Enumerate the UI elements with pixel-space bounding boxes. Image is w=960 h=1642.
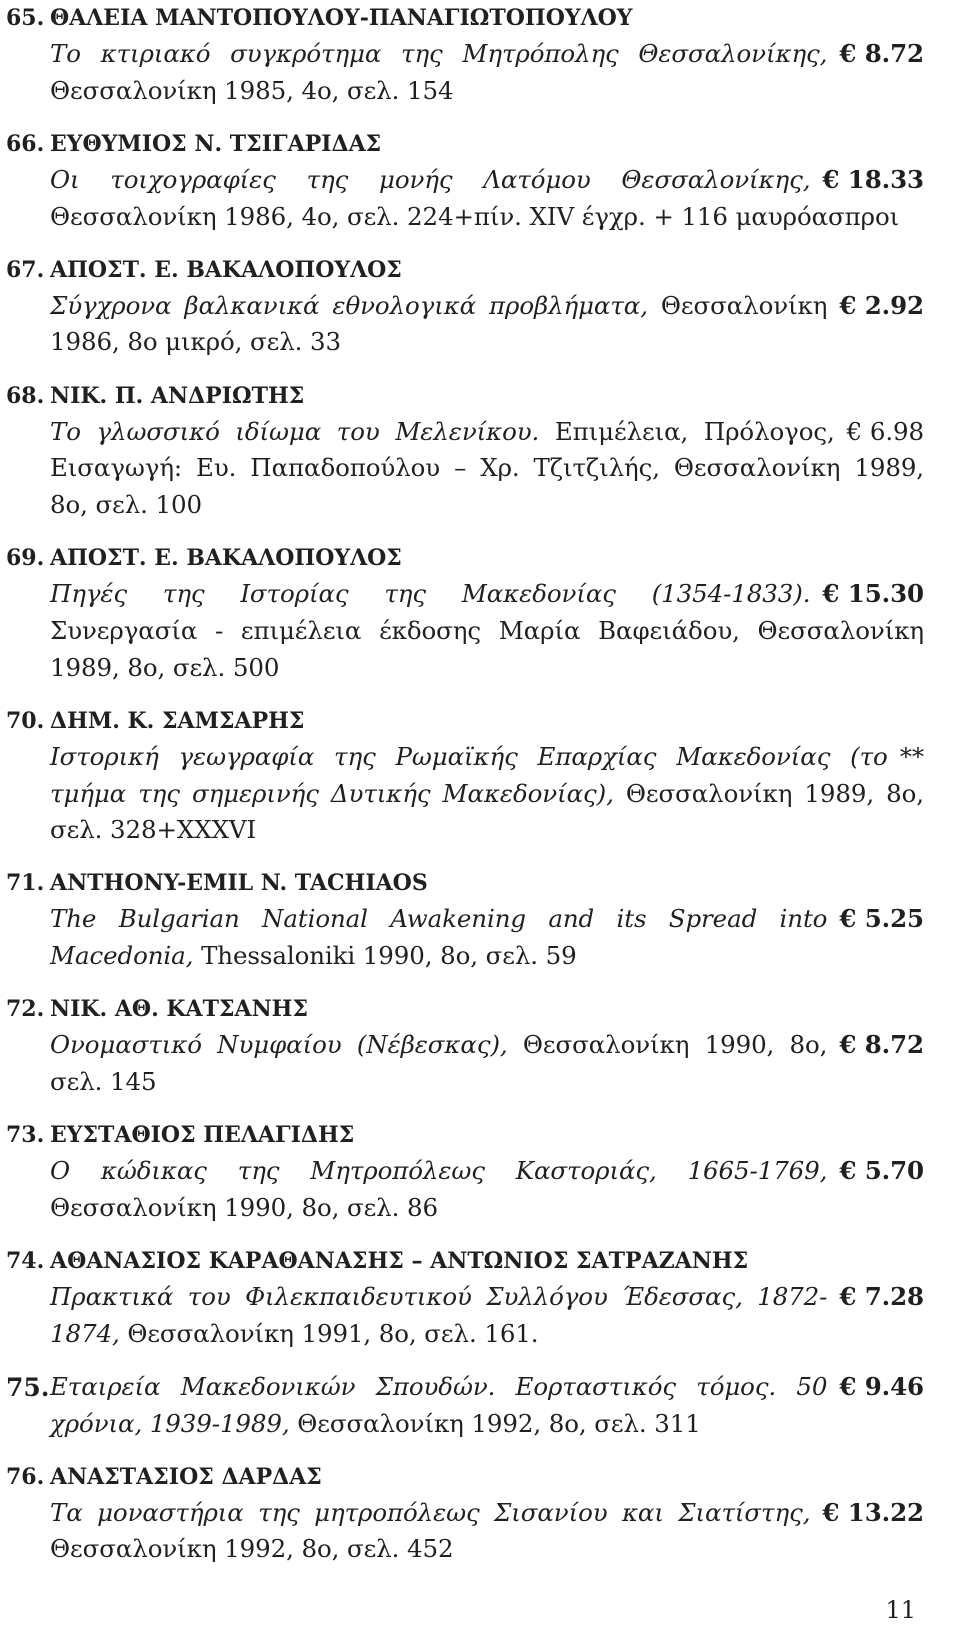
entry-price: € 5.25 <box>839 904 924 934</box>
entry-details: Thessaloniki 1990, 8ο, σελ. 59 <box>201 941 577 971</box>
entry-price: € 18.33 <box>822 164 924 194</box>
catalog-entry <box>6 378 924 524</box>
entry-number: 65. <box>6 5 45 31</box>
entry-author: ΔΗΜ. Κ. ΣΑΜΣΑΡΗΣ <box>50 707 305 734</box>
entry-details: Συνεργασία - επιμέλεια έκδοσης Μαρία Βαφειάδου, Θεσσαλονίκη 1989, 8ο, σελ. 500 <box>50 615 924 682</box>
entry-body <box>50 1117 924 1227</box>
entry-description <box>50 162 924 236</box>
entry-body <box>50 1243 924 1353</box>
entry-author: ΕΥΘΥΜΙΟΣ Ν. ΤΣΙΓΑΡΙΔΑΣ <box>50 130 382 157</box>
entry-author: ΑΝΑΣΤΑΣΙΟΣ ΔΑΡΔΑΣ <box>50 1463 322 1490</box>
catalog-entry <box>6 991 924 1101</box>
entry-details: Επιμέλεια, Πρόλογος, Εισαγωγή: Ευ. Παπαδοπούλου – Χρ. Τζιτζιλής, Θεσσαλονίκη 1989, 8ο, σελ. 100 <box>50 416 924 520</box>
entry-price: € 2.92 <box>839 290 924 320</box>
entry-title: Ιστορική γεωγραφία της Ρωμαϊκής Επαρχίας Μακεδονίας (το τμήμα της σημερινής Δυτικής Μακεδονίας), <box>50 741 888 808</box>
entry-description <box>50 901 924 975</box>
entry-author: ΑΠΟΣΤ. Ε. ΒΑΚΑΛΟΠΟΥΛΟΣ <box>50 256 402 283</box>
entry-author: ΑΘΑΝΑΣΙΟΣ ΚΑΡΑΘΑΝΑΣΗΣ – ΑΝΤΩΝΙΟΣ ΣΑΤΡΑΖΑΝΗΣ <box>50 1247 749 1274</box>
catalog-entry <box>6 1243 924 1353</box>
entry-price: € 9.46 <box>839 1371 924 1401</box>
entry-body <box>50 1459 924 1569</box>
entry-author: ΝΙΚ. ΑΘ. ΚΑΤΣΑΝΗΣ <box>50 996 309 1023</box>
catalog-entry <box>6 1459 924 1569</box>
entry-description <box>50 1027 924 1101</box>
entry-details: Θεσσαλονίκη 1990, 8ο, σελ. 86 <box>50 1192 438 1222</box>
entry-description <box>50 1495 924 1569</box>
entry-author: ΕΥΣΤΑΘΙΟΣ ΠΕΛΑΓΙΔΗΣ <box>50 1122 355 1149</box>
entry-title: The Bulgarian National Awakening and its Spread into Macedonia, <box>50 904 828 971</box>
entry-body <box>50 0 924 110</box>
entry-title: Εταιρεία Μακεδονικών Σπουδών. Εορταστικός τόμος. 50 χρόνια, 1939-1989, <box>50 1371 828 1438</box>
entry-body <box>50 540 924 686</box>
entry-number: 72. <box>6 996 45 1023</box>
entry-details: Θεσσαλονίκη 1985, 4ο, σελ. 154 <box>50 75 454 105</box>
catalog-entry <box>6 540 924 686</box>
entry-number: 70. <box>6 707 45 734</box>
catalog-entry <box>6 126 924 236</box>
entry-title: Ο κώδικας της Μητροπόλεως Καστοριάς, 1665-1769, <box>50 1156 828 1186</box>
entry-number: 73. <box>6 1122 45 1149</box>
entry-number: 75. <box>6 1372 50 1402</box>
entry-author: ΑΠΟΣΤ. Ε. ΒΑΚΑΛΟΠΟΥΛΟΣ <box>50 545 402 572</box>
entry-price: € 5.70 <box>839 1156 924 1186</box>
entry-title: Τα μοναστήρια της μητροπόλεως Σισανίου και Σιατίστης, <box>50 1497 811 1527</box>
catalog-entry <box>6 0 924 110</box>
entry-title: Σύγχρονα βαλκανικά εθνολογικά προβλήματα, <box>50 290 648 320</box>
entry-title: Ονομαστικό Νυμφαίου (Νέβεσκας), <box>50 1030 508 1060</box>
entry-title: Το γλωσσικό ιδίωμα του Μελενίκου. <box>50 416 540 446</box>
entry-number: 66. <box>6 130 45 157</box>
entry-author: ΘΑΛΕΙΑ ΜΑΝΤΟΠΟΥΛΟΥ-ΠΑΝΑΓΙΩΤΟΠΟΥΛΟΥ <box>50 5 633 31</box>
entry-body <box>50 378 924 524</box>
entry-details: Θεσσαλονίκη 1986, 8ο μικρό, σελ. 33 <box>50 290 828 357</box>
entry-title: Το κτιριακό συγκρότημα της Μητρόπολης Θεσσαλονίκης, <box>50 39 828 68</box>
page-number: 11 <box>885 1596 916 1624</box>
entry-price: ** <box>899 741 924 771</box>
entry-details: Θεσσαλονίκη 1992, 8ο, σελ. 311 <box>297 1408 701 1438</box>
catalog-entry <box>6 1117 924 1227</box>
entry-number: 69. <box>6 545 45 572</box>
entry-description <box>50 576 924 686</box>
catalog-entry <box>6 252 924 362</box>
entry-description <box>50 739 924 849</box>
entry-description <box>50 414 924 524</box>
entry-number: 71. <box>6 870 45 897</box>
entry-number: 76. <box>6 1463 45 1490</box>
entry-number: 67. <box>6 256 45 283</box>
entry-price: € 8.72 <box>839 1030 924 1060</box>
entry-description <box>50 1279 924 1353</box>
entry-body <box>50 865 924 975</box>
entry-details: Θεσσαλονίκη 1991, 8ο, σελ. 161. <box>127 1318 539 1348</box>
entry-description <box>50 1153 924 1227</box>
entry-number: 68. <box>6 382 45 409</box>
catalog-entry <box>6 1369 924 1443</box>
entry-body <box>50 703 924 849</box>
entry-body <box>50 252 924 362</box>
entry-description <box>50 36 924 110</box>
entry-title: Πρακτικά του Φιλεκπαιδευτικού Συλλόγου Έδεσσας, 1872-1874, <box>50 1281 828 1348</box>
entry-price: € 13.22 <box>822 1497 924 1527</box>
entry-body <box>50 126 924 236</box>
entry-body <box>50 991 924 1101</box>
catalog-entry <box>6 865 924 975</box>
entry-price: € 8.72 <box>839 39 924 68</box>
entry-details: Θεσσαλονίκη 1990, 8ο, σελ. 145 <box>50 1030 828 1097</box>
entry-price: € 7.28 <box>839 1281 924 1311</box>
entry-author: ΝΙΚ. Π. ΑΝΔΡΙΩΤΗΣ <box>50 382 305 409</box>
entry-title: Πηγές της Ιστορίας της Μακεδονίας (1354-1833). <box>50 579 811 609</box>
entry-number: 74. <box>6 1247 45 1274</box>
entry-details: Θεσσαλονίκη 1989, 8ο, σελ. 328+XXXVI <box>50 778 924 845</box>
entry-body <box>50 1369 924 1443</box>
entry-price: € 6.98 <box>846 416 924 446</box>
entry-details: Θεσσαλονίκη 1986, 4ο, σελ. 224+πίν. XIV έγχρ. + 116 μαυρόασπροι <box>50 201 900 231</box>
entry-author: ANTHONY-EMIL N. TACHIAOS <box>50 870 428 897</box>
entry-description <box>50 288 924 362</box>
entry-price: € 15.30 <box>822 579 924 609</box>
catalog-entry <box>6 703 924 849</box>
entry-details: Θεσσαλονίκη 1992, 8ο, σελ. 452 <box>50 1534 454 1564</box>
entry-description <box>50 1369 924 1443</box>
entry-title: Οι τοιχογραφίες της μονής Λατόμου Θεσσαλονίκης, <box>50 164 811 194</box>
